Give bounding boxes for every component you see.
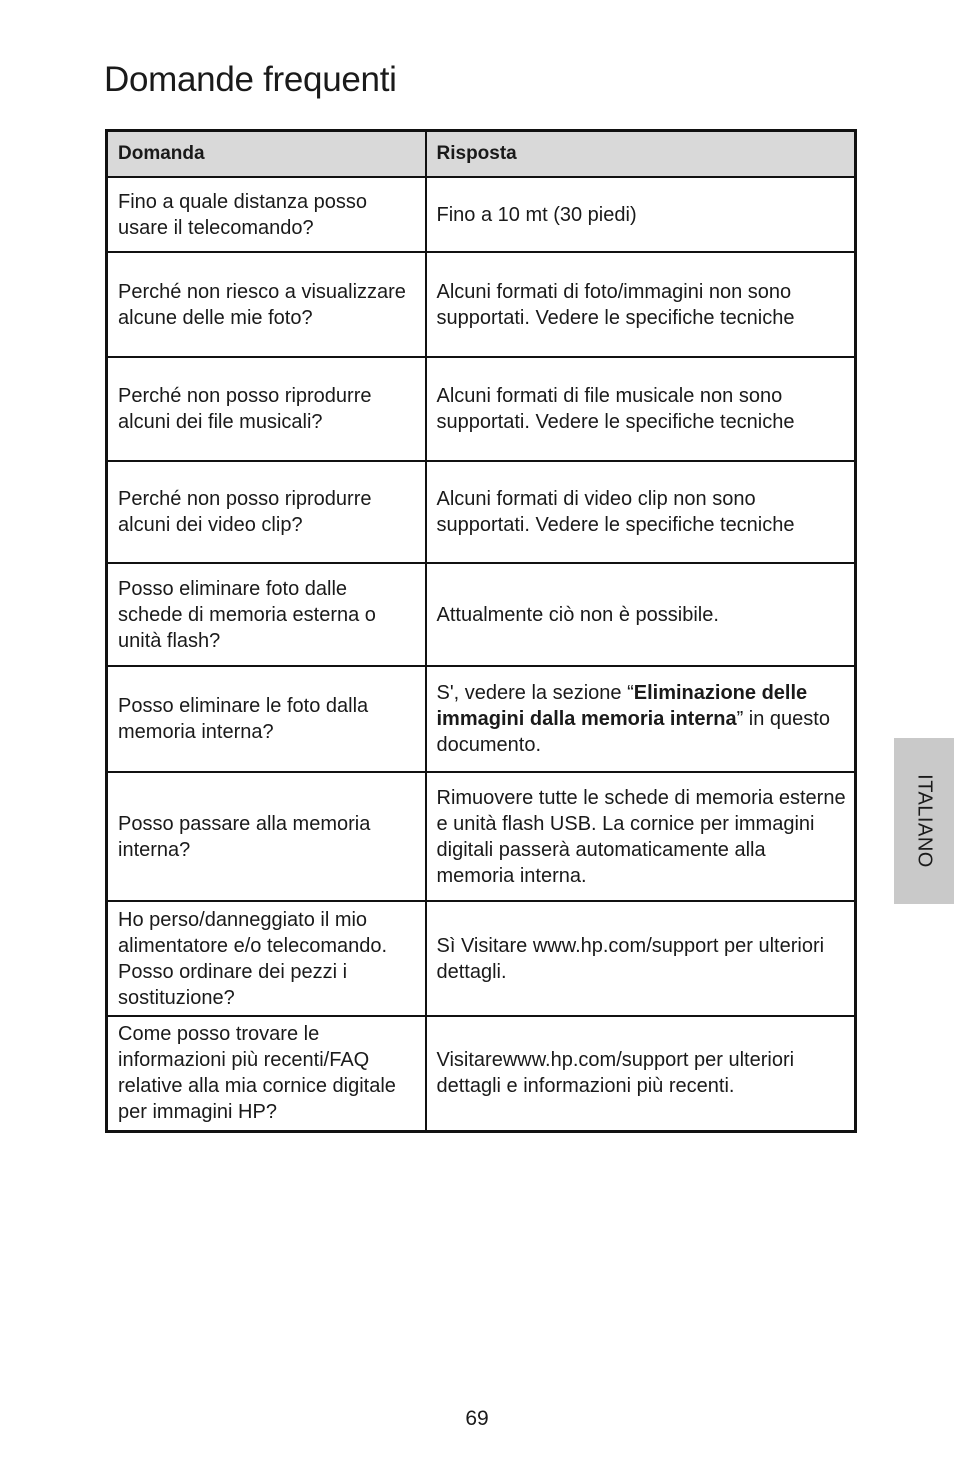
question-cell: Posso eliminare le foto dalla memoria interna? <box>107 666 426 772</box>
question-cell: Fino a quale distanza posso usare il telecomando? <box>107 177 426 252</box>
answer-cell: Rimuovere tutte le schede di memoria esterne e unità flash USB. La cornice per immagini digitali passerà automaticamente alla memoria interna. <box>426 772 856 901</box>
table-row <box>107 1016 856 1131</box>
answer-cell: Sì Visitare www.hp.com/support per ulteriori dettagli. <box>426 901 856 1016</box>
table-row <box>107 357 856 461</box>
question-cell: Perché non posso riprodurre alcuni dei video clip? <box>107 461 426 563</box>
table-row <box>107 563 856 666</box>
answer-cell: Fino a 10 mt (30 piedi) <box>426 177 856 252</box>
table-header-row <box>107 131 856 178</box>
page-number: 69 <box>465 1407 489 1430</box>
table-row <box>107 461 856 563</box>
answer-cell: Alcuni formati di foto/immagini non sono supportati. Vedere le specifiche tecniche <box>426 252 856 357</box>
question-cell: Ho perso/danneggiato il mio alimentatore e/o telecomando. Posso ordinare dei pezzi i sostituzione? <box>107 901 426 1016</box>
answer-cell <box>426 666 856 772</box>
table-row <box>107 772 856 901</box>
answer-bold-section-ref: Eliminazione delle immagini dalla memoria interna <box>436 682 808 730</box>
table-row <box>107 901 856 1016</box>
table-row <box>107 252 856 357</box>
question-cell: Posso passare alla memoria interna? <box>107 772 426 901</box>
language-side-tab <box>894 738 954 904</box>
language-label: ITALIANO <box>913 774 936 868</box>
table-row <box>107 666 856 772</box>
answer-cell: Alcuni formati di file musicale non sono supportati. Vedere le specifiche tecniche <box>426 357 856 461</box>
question-cell: Come posso trovare le informazioni più recenti/FAQ relative alla mia cornice digitale per immagini HP? <box>107 1016 426 1131</box>
answer-cell: Alcuni formati di video clip non sono supportati. Vedere le specifiche tecniche <box>426 461 856 563</box>
answer-cell: Attualmente ciò non è possibile. <box>426 563 856 666</box>
question-cell: Perché non riesco a visualizzare alcune delle mie foto? <box>107 252 426 357</box>
answer-cell: Visitarewww.hp.com/support per ulteriori dettagli e informazioni più recenti. <box>426 1016 856 1131</box>
faq-table <box>105 129 857 1133</box>
question-cell: Posso eliminare foto dalle schede di memoria esterna o unità flash? <box>107 563 426 666</box>
table-row <box>107 177 856 252</box>
page-title: Domande frequenti <box>104 60 397 99</box>
question-cell: Perché non posso riprodurre alcuni dei file musicali? <box>107 357 426 461</box>
header-answer: Risposta <box>426 131 856 178</box>
answer-suffix: ” in questo documento. <box>436 708 830 756</box>
answer-prefix: S', vedere la sezione “ <box>436 682 634 704</box>
header-question: Domanda <box>107 131 426 178</box>
